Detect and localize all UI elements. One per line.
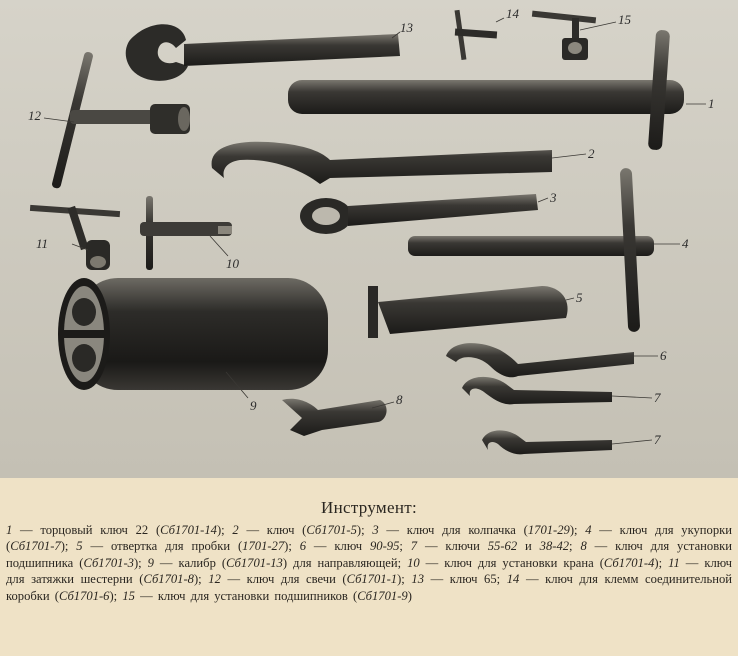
- legend-item: 3 — ключ для колпачка (1701-29);: [372, 523, 586, 537]
- legend-item: 13 — ключ 65;: [411, 572, 507, 587]
- callout-7a: 7: [654, 390, 661, 405]
- callout-13: 13: [400, 20, 413, 35]
- callout-3: 3: [550, 190, 557, 205]
- legend-item: 4 — ключ для укупорки (Сб1701-7);: [6, 523, 732, 554]
- legend-item: 11 — ключ для затяжки шестерни (Сб1701-8);: [6, 555, 732, 587]
- legend-item: 8 — ключ для установки подшипника (Сб1701-3);: [6, 539, 733, 570]
- callout-4: 4: [682, 236, 689, 251]
- callout-12: 12: [28, 108, 41, 123]
- callout-11: 11: [36, 236, 49, 251]
- callout-9: 9: [250, 398, 257, 413]
- callout-7b: 7: [654, 432, 661, 447]
- callout-10: 10: [226, 256, 239, 271]
- callout-2: 2: [588, 146, 595, 161]
- callout-8: 8: [396, 392, 403, 407]
- caption-title: Инструмент:: [321, 498, 417, 517]
- legend-item: 5 — отвертка для пробки (1701-27);: [76, 539, 300, 554]
- callout-6: 6: [660, 348, 667, 363]
- legend-item: 12 — ключ для свечи (Сб1701-1);: [208, 572, 412, 587]
- legend-item: 14 — ключ для клемм соединительной коробки (Сб1701-6);: [6, 572, 732, 603]
- caption-legend: [6, 522, 732, 604]
- callout-14: 14: [506, 6, 519, 21]
- legend-item: 10 — ключ для установки крана (Сб1701-4);: [407, 555, 669, 570]
- callout-5: 5: [576, 290, 583, 305]
- callout-1: 1: [708, 96, 715, 111]
- legend-item: 2 — ключ (Сб1701-5);: [232, 523, 373, 537]
- legend-item: 15 — ключ для установки подшипников (Сб1701-9): [122, 588, 412, 603]
- callout-15: 15: [618, 12, 631, 27]
- legend-item: 7 — ключи 55-62 и: [410, 539, 540, 554]
- legend-item: 6 — ключ 90-95;: [299, 539, 411, 554]
- tool-9-calibre: [58, 278, 328, 390]
- legend-item: 1 — торцовый ключ 22 (Сб1701-14);: [6, 523, 233, 537]
- legend-item: 38-42;: [539, 539, 581, 554]
- legend-item: 9 — калибр (Сб1701-13) для направляющей;: [147, 555, 408, 570]
